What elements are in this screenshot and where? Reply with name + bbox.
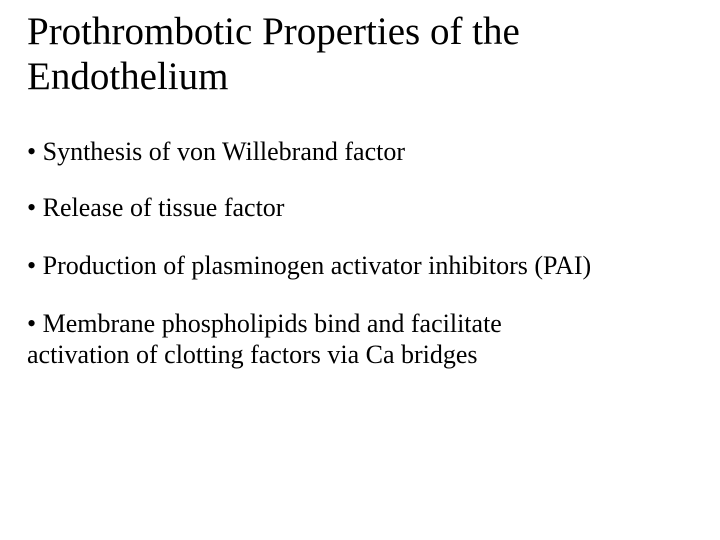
slide-title bbox=[27, 9, 707, 99]
bullet-item-pai: • Production of plasminogen activator inhibitors (PAI) bbox=[27, 251, 592, 280]
slide-title-line-2: Endothelium bbox=[27, 55, 229, 98]
bullet-item-von-willebrand: • Synthesis of von Willebrand factor bbox=[27, 137, 406, 166]
bullet-item-membrane-line-2: activation of clotting factors via Ca bridges bbox=[27, 340, 478, 369]
slide-title-line-1: Prothrombotic Properties of the bbox=[27, 10, 520, 53]
bullet-item-tissue-factor: • Release of tissue factor bbox=[27, 193, 285, 222]
bullet-item-membrane-line-1: • Membrane phospholipids bind and facilitate bbox=[27, 309, 502, 338]
bullet-item-membrane-phospholipids bbox=[27, 308, 502, 370]
